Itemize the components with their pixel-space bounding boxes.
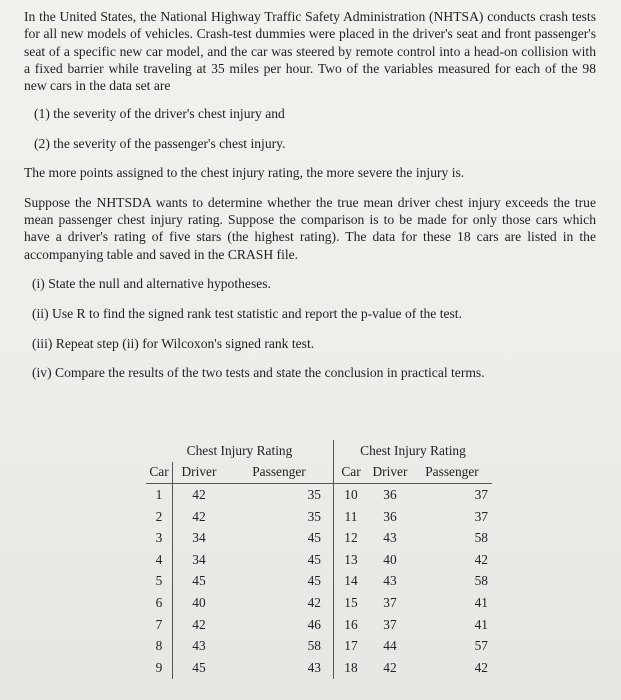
col-driver-left: Driver <box>173 462 226 484</box>
passenger-cell: 58 <box>474 530 488 546</box>
table-row <box>146 506 492 528</box>
passenger-cell: 46 <box>225 614 334 636</box>
driver-cell: 42 <box>192 616 206 632</box>
passenger-cell: 58 <box>225 635 334 657</box>
car-cell: 8 <box>146 635 173 657</box>
car-cell: 7 <box>146 614 173 636</box>
problem-text <box>24 8 596 381</box>
passenger-cell: 41 <box>474 616 488 632</box>
car-cell: 16 <box>344 616 358 632</box>
car-cell: 1 <box>146 484 173 506</box>
driver-cell: 42 <box>192 508 206 524</box>
passenger-cell: 57 <box>474 638 488 654</box>
passenger-cell: 37 <box>474 486 488 502</box>
passenger-cell: 45 <box>225 527 334 549</box>
driver-cell: 43 <box>383 530 397 546</box>
group-header-right: Chest Injury Rating <box>360 442 466 458</box>
car-cell: 9 <box>146 657 173 679</box>
variable-item-1: (1) the severity of the driver's chest injury and <box>34 106 285 122</box>
car-cell: 2 <box>146 506 173 528</box>
driver-cell: 36 <box>383 508 397 524</box>
variable-item-2: (2) the severity of the passenger's chest injury. <box>34 136 286 152</box>
table-row <box>146 657 492 679</box>
passenger-cell: 43 <box>225 657 334 679</box>
car-cell: 6 <box>146 592 173 614</box>
table-row <box>146 484 492 506</box>
passenger-cell: 42 <box>474 551 488 567</box>
driver-cell: 44 <box>383 638 397 654</box>
table-row <box>146 635 492 657</box>
car-cell: 18 <box>344 659 358 675</box>
car-cell: 13 <box>344 551 358 567</box>
scenario-paragraph: Suppose the NHTSDA wants to determine whether the true mean driver chest injury exceeds the true mean passenger chest injury rating. Suppose the comparison is to be made for only those cars which have a driver's rating of five stars (the highest rating). The data for these 18 cars are listed in the accompanying table and saved in the CRASH file. <box>24 194 596 262</box>
driver-cell: 37 <box>383 616 397 632</box>
driver-cell: 40 <box>383 551 397 567</box>
driver-cell: 37 <box>383 594 397 610</box>
passenger-cell: 35 <box>225 506 334 528</box>
driver-cell: 45 <box>192 659 206 675</box>
col-car-right: Car <box>334 462 369 484</box>
car-cell: 12 <box>344 530 358 546</box>
passenger-cell: 42 <box>225 592 334 614</box>
driver-cell: 43 <box>383 573 397 589</box>
table-row <box>146 571 492 593</box>
driver-cell: 34 <box>192 530 206 546</box>
driver-cell: 43 <box>192 638 206 654</box>
col-driver-right: Driver <box>368 462 412 484</box>
passenger-cell: 35 <box>225 484 334 506</box>
question-2: (ii) Use R to find the signed rank test statistic and report the p-value of the test. <box>32 305 462 321</box>
car-cell: 10 <box>344 486 358 502</box>
intro-paragraph: In the United States, the National Highway Traffic Safety Administration (NHTSA) conducts crash tests for all new models of vehicles. Crash-test dummies were placed in the driver's seat and front passenger's seat of a specific new car model, and the car was steered by remote control into a head-on collision with a fixed barrier while traveling at 35 miles per hour. Two of the variables measured for each of the 98 new cars in the data set are <box>24 9 596 94</box>
question-1: (i) State the null and alternative hypotheses. <box>32 275 271 291</box>
col-passenger-right: Passenger <box>412 462 492 484</box>
table-row <box>146 592 492 614</box>
car-cell: 15 <box>344 594 358 610</box>
driver-cell: 36 <box>383 486 397 502</box>
passenger-cell: 45 <box>225 549 334 571</box>
driver-cell: 45 <box>192 573 206 589</box>
passenger-cell: 42 <box>474 659 488 675</box>
car-cell: 11 <box>344 508 358 524</box>
car-cell: 5 <box>146 571 173 593</box>
passenger-cell: 37 <box>474 508 488 524</box>
question-3: (iii) Repeat step (ii) for Wilcoxon's signed rank test. <box>32 335 315 351</box>
car-cell: 17 <box>344 638 358 654</box>
rating-note: The more points assigned to the chest injury rating, the more severe the injury is. <box>24 165 465 181</box>
question-4: (iv) Compare the results of the two tests and state the conclusion in practical terms. <box>32 364 485 380</box>
table-row <box>146 549 492 571</box>
passenger-cell: 41 <box>474 594 488 610</box>
passenger-cell: 45 <box>225 571 334 593</box>
car-cell: 3 <box>146 527 173 549</box>
table-row <box>146 614 492 636</box>
crash-data-table <box>146 440 492 679</box>
group-header-left: Chest Injury Rating <box>146 440 334 462</box>
col-passenger-left: Passenger <box>225 462 334 484</box>
table-row <box>146 527 492 549</box>
car-cell: 14 <box>344 573 358 589</box>
col-car-left: Car <box>146 462 173 484</box>
car-cell: 4 <box>146 549 173 571</box>
driver-cell: 42 <box>192 486 206 502</box>
passenger-cell: 58 <box>474 573 488 589</box>
driver-cell: 34 <box>192 551 206 567</box>
driver-cell: 42 <box>383 659 397 675</box>
driver-cell: 40 <box>192 594 206 610</box>
